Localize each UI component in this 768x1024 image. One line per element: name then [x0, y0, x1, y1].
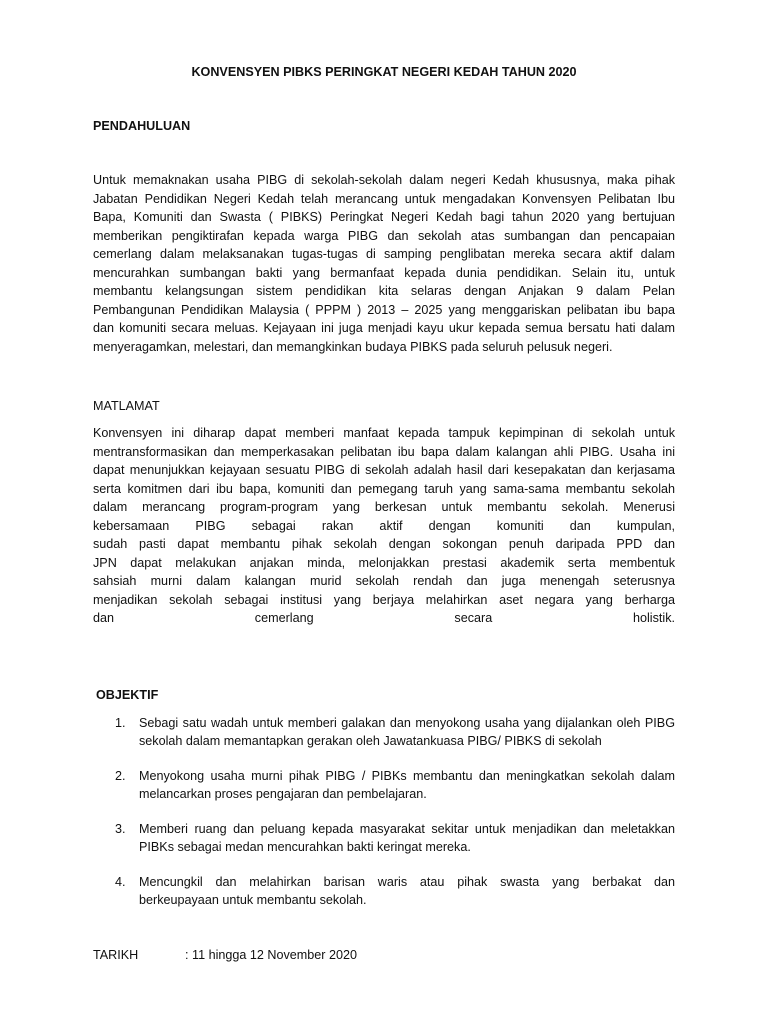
- objective-text: [139, 767, 675, 803]
- objective-number: 1.: [115, 716, 126, 730]
- paragraph-line: memberikan pengiktirafan kepada warga PIBG dan sekolah atas sumbangan dan pencapaian: [93, 228, 675, 243]
- paragraph-line: cemerlang dalam melaksanakan tugas-tugas di samping penglibatan mereka secara aktif dalam: [93, 247, 675, 261]
- paragraph-line: dan komuniti secara meluas. Kejayaan ini juga menjadi kayu ukur kepada semua bersatu hati dalam: [93, 321, 675, 335]
- objective-text: [139, 714, 675, 750]
- objective-text: [139, 820, 675, 856]
- pendahuluan-paragraph: [93, 171, 675, 356]
- objective-number: 3.: [115, 822, 126, 836]
- paragraph-line: Pembangunan Pendidikan Malaysia ( PPPM ) 2013 – 2025 yang menggariskan pelibatan ibu bapa: [93, 302, 675, 317]
- objective-line: Memberi ruang dan peluang kepada masyarakat sekitar untuk menjadikan dan meletakkan: [139, 822, 675, 836]
- objective-text: [139, 873, 675, 909]
- objective-line: Mencungkil dan melahirkan barisan waris atau pihak swasta yang berbakat dan: [139, 875, 675, 889]
- objective-number: 4.: [115, 875, 126, 889]
- paragraph-line: Konvensyen ini diharap dapat memberi manfaat kepada tampuk kepimpinan di sekolah untuk: [93, 426, 675, 440]
- paragraph-line: menjadikan sekolah sebagai institusi yang berjaya melahirkan aset negara yang berharga: [93, 592, 675, 607]
- paragraph-line: dan cemerlang secara holistik.: [93, 611, 675, 625]
- matlamat-paragraph: [93, 424, 675, 628]
- paragraph-line: sahsiah murni dalam kalangan murid sekolah rendah dan juga menengah seterusnya: [93, 574, 675, 588]
- date-value: : 11 hingga 12 November 2020: [185, 948, 358, 962]
- paragraph-line: Jabatan Pendidikan Negeri Kedah telah merancang untuk mengadakan Konvensyen Pelibatan Ibu: [93, 191, 675, 206]
- objective-line: Sebagi satu wadah untuk memberi galakan dan menyokong usaha yang dijalankan oleh PIBG: [139, 716, 675, 730]
- paragraph-line: membantu kelangsungan sistem pendidikan kita selaras dengan Anjakan 9 dalam Pelan: [93, 284, 675, 298]
- objective-line: PIBKs sebagai medan mencurahkan bakti keringat mereka.: [139, 840, 471, 854]
- objective-number: 2.: [115, 769, 126, 783]
- paragraph-line: serta komitmen dari ibu bapa, komuniti dan pemegang taruh yang sama-sama membantu sekolah: [93, 481, 675, 496]
- objective-line: melancarkan proses pengajaran dan pembelajaran.: [139, 787, 427, 801]
- section-heading-objektif: OBJEKTIF: [96, 688, 159, 702]
- document-title: KONVENSYEN PIBKS PERINGKAT NEGERI KEDAH TAHUN 2020: [191, 65, 577, 79]
- paragraph-line: Bapa, Komuniti dan Swasta ( PIBKS) Peringkat Negeri Kedah bagi tahun 2020 yang bertujuan: [93, 210, 675, 224]
- paragraph-line: menyeragamkan, melestari, dan memangkinkan budaya PIBKS pada seluruh pelusuk negeri.: [93, 339, 613, 354]
- paragraph-line: mentransformasikan dan memperkasakan pelibatan ibu bapa dalam kalangan ahli PIBG. Usaha ini: [93, 444, 675, 459]
- date-label: TARIKH: [93, 948, 139, 962]
- objective-line: berkeupayaan untuk membantu sekolah.: [139, 893, 367, 907]
- paragraph-line: JPN dapat melakukan anjakan minda, melonjakkan prestasi akademik serta membentuk: [93, 555, 675, 570]
- paragraph-line: dapat menunjukkan kejayaan sesuatu PIBG di sekolah adalah hasil dari kesepakatan dan kerjasama: [93, 463, 675, 477]
- paragraph-line: kebersamaan PIBG sebagai rakan aktif dengan komuniti dan kumpulan,: [93, 518, 675, 533]
- paragraph-line: sudah pasti dapat membantu pihak sekolah dengan sokongan penuh daripada PPD dan: [93, 537, 675, 551]
- section-heading-pendahuluan: PENDAHULUAN: [93, 119, 191, 133]
- paragraph-line: mencurahkan sumbangan bakti yang bermanfaat kepada dunia pendidikan. Selain itu, untuk: [93, 265, 675, 280]
- section-heading-matlamat: MATLAMAT: [93, 399, 160, 413]
- paragraph-line: dalam merancang program-program yang berkesan untuk membantu sekolah. Menerusi: [93, 500, 675, 514]
- objective-line: Menyokong usaha murni pihak PIBG / PIBKs membantu dan meningkatkan sekolah dalam: [139, 769, 675, 783]
- objective-line: sekolah dalam memantapkan gerakan oleh Jawatankuasa PIBG/ PIBKS di sekolah: [139, 734, 602, 748]
- paragraph-line: Untuk memaknakan usaha PIBG di sekolah-sekolah dalam negeri Kedah khususnya, maka pihak: [93, 173, 675, 187]
